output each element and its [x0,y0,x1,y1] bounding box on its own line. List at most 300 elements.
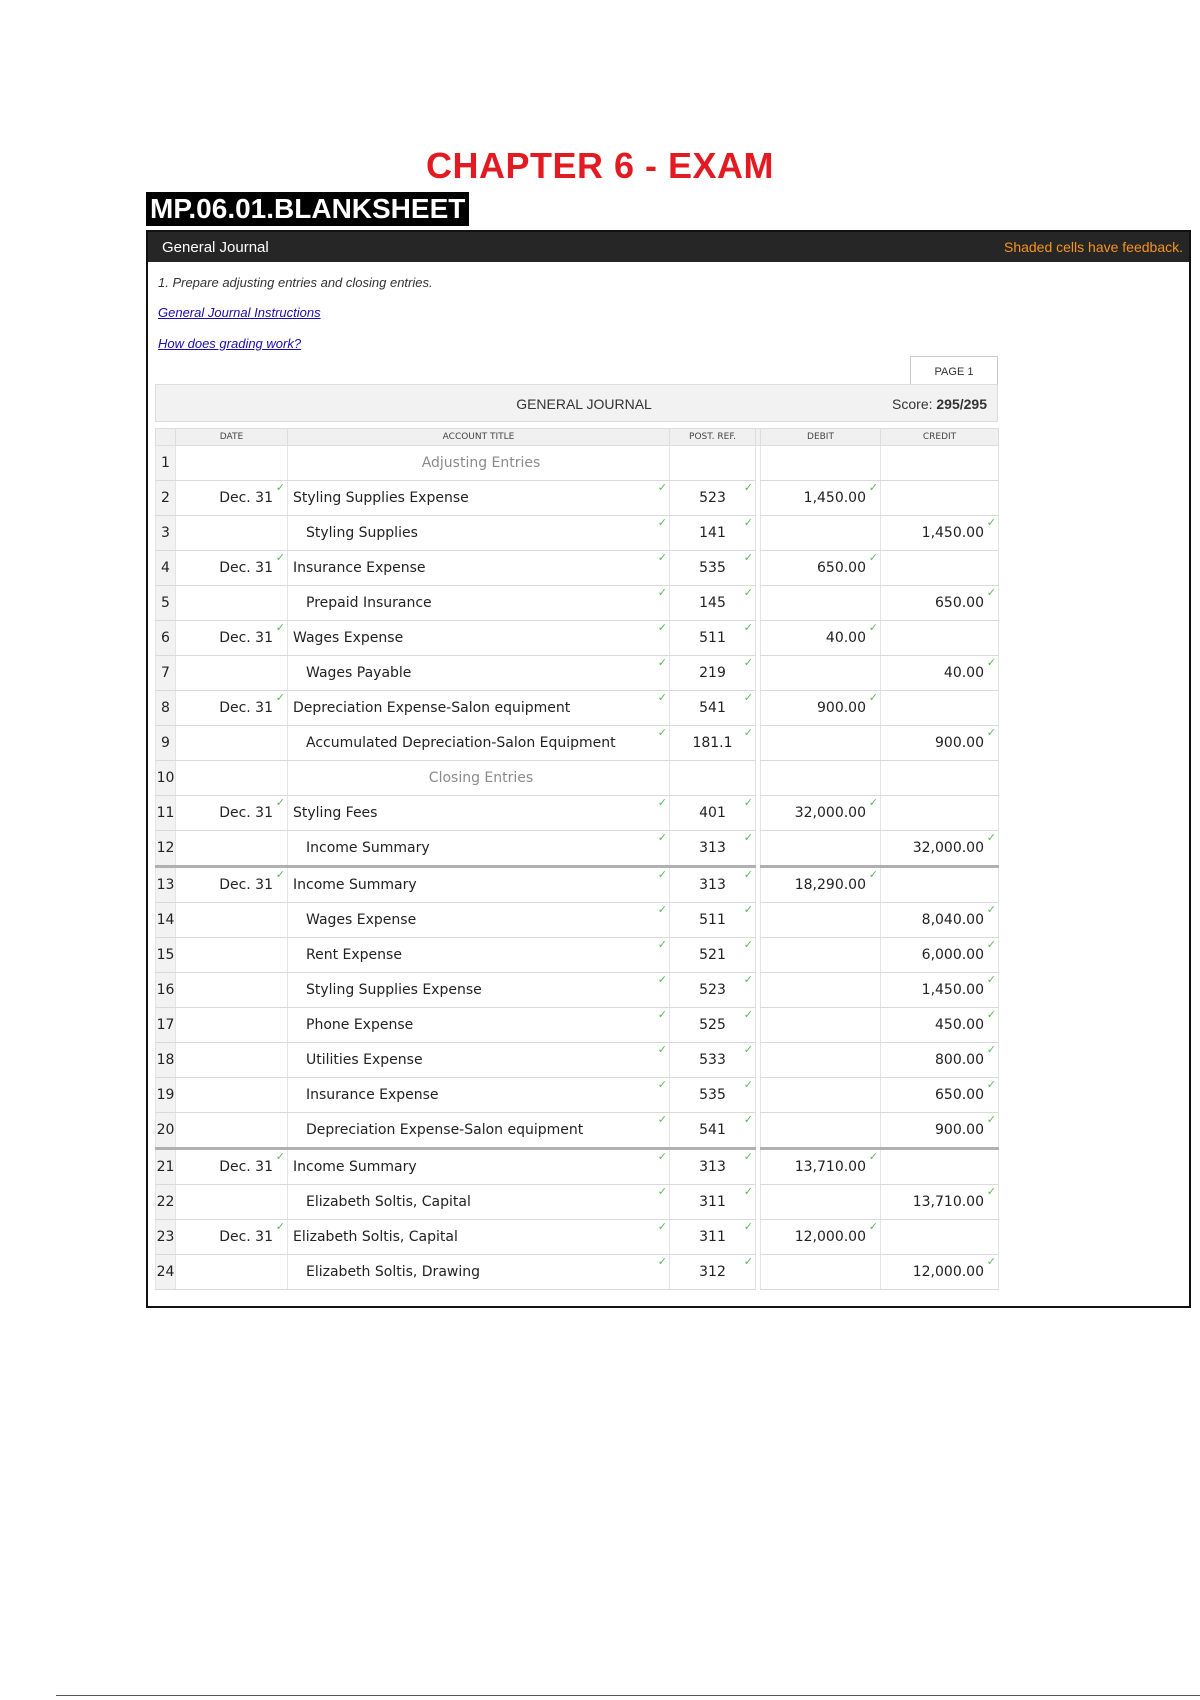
row-number-text: 23 [156,1229,175,1245]
account-title-cell[interactable] [288,516,670,551]
account-title-cell[interactable] [288,1113,670,1149]
credit-cell-text: 8,040.00 [921,912,984,928]
check-mark-icon: ✓ [657,1185,667,1198]
row-number-text: 20 [156,1122,175,1138]
account-title-cell[interactable] [288,621,670,656]
post-ref-cell-text: 312 [699,1264,726,1280]
date-cell[interactable] [176,867,288,903]
debit-cell[interactable] [761,1185,881,1220]
post-ref-cell[interactable] [670,691,756,726]
check-mark-icon: ✓ [986,586,996,599]
check-mark-icon: ✓ [657,551,667,564]
date-cell-text: Dec. 31 [219,805,273,821]
account-title-cell-text: Wages Expense [293,630,404,646]
check-mark-icon: ✓ [657,938,667,951]
date-cell[interactable] [176,938,288,973]
grading-help-link[interactable]: How does grading work? [158,336,302,351]
credit-cell-text: 13,710.00 [912,1194,984,1210]
credit-cell[interactable] [881,1149,999,1185]
date-cell[interactable] [176,1255,288,1290]
date-cell-text: Dec. 31 [219,700,273,716]
date-cell[interactable] [176,656,288,691]
debit-cell[interactable] [761,691,881,726]
row-number-text: 8 [161,700,170,716]
credit-cell[interactable] [881,481,999,516]
account-title-cell[interactable] [288,938,670,973]
check-mark-icon: ✓ [868,796,878,809]
row-number [156,446,176,481]
post-ref-cell-text: 525 [699,1017,726,1033]
row-number [156,621,176,656]
debit-cell[interactable] [761,973,881,1008]
check-mark-icon: ✓ [657,691,667,704]
credit-cell-text: 650.00 [935,1087,984,1103]
check-mark-icon: ✓ [743,656,753,669]
credit-cell[interactable] [881,1113,999,1149]
account-title-cell-text: Insurance Expense [306,1087,439,1103]
row-number [156,1008,176,1043]
check-mark-icon: ✓ [275,868,285,881]
journal-row [156,446,999,481]
check-mark-icon: ✓ [743,1185,753,1198]
post-ref-cell[interactable] [670,516,756,551]
date-cell[interactable] [176,903,288,938]
account-title-cell-text: Accumulated Depreciation-Salon Equipment [306,735,616,751]
date-cell[interactable] [176,1220,288,1255]
score-value: 295/295 [936,396,987,412]
check-mark-icon: ✓ [657,656,667,669]
account-title-cell[interactable] [288,903,670,938]
debit-cell[interactable] [761,867,881,903]
credit-cell[interactable] [881,938,999,973]
debit-cell-text: 650.00 [817,560,866,576]
check-mark-icon: ✓ [868,621,878,634]
debit-cell[interactable] [761,656,881,691]
journal-row [156,1078,999,1113]
check-mark-icon: ✓ [657,831,667,844]
account-title-cell[interactable] [288,867,670,903]
row-number-text: 5 [161,595,170,611]
check-mark-icon: ✓ [743,973,753,986]
post-ref-cell[interactable] [670,831,756,867]
row-number [156,1043,176,1078]
journal-table [155,428,999,1290]
post-ref-cell-text: 523 [699,490,726,506]
check-mark-icon: ✓ [275,621,285,634]
row-number [156,656,176,691]
debit-cell-text: 13,710.00 [794,1159,866,1175]
journal-row [156,586,999,621]
post-ref-cell[interactable] [670,796,756,831]
credit-cell-text: 800.00 [935,1052,984,1068]
credit-cell[interactable] [881,551,999,586]
credit-column-header: CREDIT [881,429,999,446]
post-ref-cell[interactable] [670,867,756,903]
post-ref-cell[interactable] [670,1149,756,1185]
row-number-text: 7 [161,665,170,681]
post-ref-cell[interactable] [670,903,756,938]
check-mark-icon: ✓ [275,1150,285,1163]
date-cell[interactable] [176,551,288,586]
check-mark-icon: ✓ [275,691,285,704]
post-ref-cell-text: 511 [699,630,726,646]
credit-cell[interactable] [881,1078,999,1113]
journal-row [156,1113,999,1149]
post-ref-cell-text: 511 [699,912,726,928]
post-ref-cell-text: 311 [699,1194,726,1210]
credit-cell-text: 40.00 [943,665,984,681]
post-ref-cell[interactable] [670,1008,756,1043]
date-cell[interactable] [176,621,288,656]
row-number [156,831,176,867]
check-mark-icon: ✓ [868,1220,878,1233]
credit-cell[interactable] [881,516,999,551]
date-cell[interactable] [176,726,288,761]
check-mark-icon: ✓ [743,868,753,881]
row-number-text: 12 [156,840,175,856]
debit-cell[interactable] [761,1220,881,1255]
post-ref-cell-text: 313 [699,1159,726,1175]
debit-cell[interactable] [761,1149,881,1185]
post-ref-cell[interactable] [670,446,756,481]
check-mark-icon: ✓ [986,831,996,844]
post-ref-cell[interactable] [670,621,756,656]
account-title-cell[interactable] [288,586,670,621]
check-mark-icon: ✓ [657,726,667,739]
post-ref-cell-text: 523 [699,982,726,998]
account-title-cell[interactable] [288,1185,670,1220]
account-title-cell[interactable] [288,1255,670,1290]
check-mark-icon: ✓ [986,726,996,739]
journal-row [156,1220,999,1255]
date-cell[interactable] [176,831,288,867]
account-title-cell-text: Styling Fees [293,805,378,821]
account-title-cell[interactable] [288,1149,670,1185]
post-ref-cell[interactable] [670,726,756,761]
account-column-header: ACCOUNT TITLE [288,429,670,446]
account-title-cell-text: Depreciation Expense-Salon equipment [306,1122,584,1138]
row-number-text: 22 [156,1194,175,1210]
account-title-cell-text: Styling Supplies Expense [306,982,482,998]
account-title-cell[interactable] [288,761,670,796]
account-title-cell[interactable] [288,1078,670,1113]
row-number [156,761,176,796]
debit-cell-text: 18,290.00 [794,877,866,893]
check-mark-icon: ✓ [986,1043,996,1056]
row-number-text: 1 [161,455,170,471]
check-mark-icon: ✓ [657,516,667,529]
post-ref-cell[interactable] [670,656,756,691]
debit-cell[interactable] [761,1043,881,1078]
debit-cell[interactable] [761,516,881,551]
credit-cell[interactable] [881,1220,999,1255]
credit-cell[interactable] [881,1008,999,1043]
account-title-cell-text: Insurance Expense [293,560,426,576]
check-mark-icon: ✓ [657,903,667,916]
post-ref-cell[interactable] [670,1185,756,1220]
row-number-text: 2 [161,490,170,506]
journal-row [156,656,999,691]
panel-header [148,232,1189,262]
debit-cell[interactable] [761,831,881,867]
post-ref-cell[interactable] [670,1043,756,1078]
account-title-cell-text: Income Summary [306,840,430,856]
journal-row [156,903,999,938]
check-mark-icon: ✓ [743,1113,753,1126]
check-mark-icon: ✓ [868,691,878,704]
post-ref-cell[interactable] [670,1113,756,1149]
post-ref-cell[interactable] [670,938,756,973]
check-mark-icon: ✓ [743,516,753,529]
check-mark-icon: ✓ [275,481,285,494]
journal-row [156,1043,999,1078]
debit-column-header: DEBIT [761,429,881,446]
post-ref-cell-text: 535 [699,560,726,576]
general-journal-panel [146,230,1191,1308]
post-ref-cell[interactable] [670,1220,756,1255]
page-footer-rule [56,1695,1200,1696]
account-title-cell[interactable] [288,726,670,761]
post-ref-cell-text: 541 [699,700,726,716]
check-mark-icon: ✓ [986,973,996,986]
check-mark-icon: ✓ [743,1008,753,1021]
journal-header [155,384,998,422]
credit-cell[interactable] [881,1185,999,1220]
account-title-cell-text: Phone Expense [306,1017,414,1033]
account-title-cell-text: Prepaid Insurance [306,595,432,611]
credit-cell[interactable] [881,761,999,796]
date-cell[interactable] [176,446,288,481]
feedback-note: Shaded cells have feedback. [1003,239,1183,255]
check-mark-icon: ✓ [743,551,753,564]
credit-cell[interactable] [881,1255,999,1290]
credit-cell[interactable] [881,1043,999,1078]
account-title-cell-text: Styling Supplies [306,525,418,541]
check-mark-icon: ✓ [986,1113,996,1126]
post-ref-cell[interactable] [670,586,756,621]
debit-cell-text: 32,000.00 [794,805,866,821]
post-ref-column-header: POST. REF. [670,429,756,446]
debit-cell[interactable] [761,621,881,656]
debit-cell[interactable] [761,1255,881,1290]
account-title-cell-text: Closing Entries [428,770,534,786]
account-title-cell[interactable] [288,1043,670,1078]
journal-title: GENERAL JOURNAL [516,396,652,412]
account-title-cell-text: Elizabeth Soltis, Capital [293,1229,458,1245]
account-title-cell-text: Depreciation Expense-Salon equipment [293,700,571,716]
credit-cell[interactable] [881,796,999,831]
account-title-cell[interactable] [288,831,670,867]
check-mark-icon: ✓ [743,903,753,916]
post-ref-cell[interactable] [670,761,756,796]
date-cell[interactable] [176,586,288,621]
credit-cell[interactable] [881,867,999,903]
journal-row [156,516,999,551]
journal-row [156,796,999,831]
check-mark-icon: ✓ [657,973,667,986]
credit-cell[interactable] [881,621,999,656]
row-number [156,938,176,973]
account-title-cell-text: Income Summary [293,1159,417,1175]
check-mark-icon: ✓ [986,516,996,529]
post-ref-cell-text: 145 [699,595,726,611]
account-title-cell[interactable] [288,796,670,831]
debit-cell-text: 12,000.00 [794,1229,866,1245]
row-number [156,1149,176,1185]
check-mark-icon: ✓ [743,831,753,844]
debit-cell[interactable] [761,551,881,586]
debit-cell[interactable] [761,1113,881,1149]
credit-cell[interactable] [881,973,999,1008]
date-cell[interactable] [176,1008,288,1043]
debit-cell[interactable] [761,903,881,938]
score-display [892,396,987,412]
date-cell[interactable] [176,691,288,726]
debit-cell-text: 40.00 [825,630,866,646]
row-number [156,586,176,621]
journal-row [156,691,999,726]
credit-cell-text: 1,450.00 [921,982,984,998]
post-ref-cell-text: 533 [699,1052,726,1068]
row-number-text: 24 [156,1264,175,1280]
check-mark-icon: ✓ [275,1220,285,1233]
date-cell[interactable] [176,973,288,1008]
check-mark-icon: ✓ [986,1078,996,1091]
debit-cell[interactable] [761,938,881,973]
journal-row [156,938,999,973]
check-mark-icon: ✓ [657,621,667,634]
journal-instructions-link[interactable]: General Journal Instructions [158,305,321,320]
date-cell[interactable] [176,1113,288,1149]
row-number [156,1113,176,1149]
post-ref-cell[interactable] [670,973,756,1008]
date-cell[interactable] [176,761,288,796]
debit-cell[interactable] [761,1078,881,1113]
page-tab[interactable]: PAGE 1 [910,356,998,385]
row-number [156,867,176,903]
date-cell[interactable] [176,1043,288,1078]
post-ref-cell-text: 535 [699,1087,726,1103]
post-ref-cell-text: 401 [699,805,726,821]
post-ref-cell-text: 313 [699,840,726,856]
row-number [156,903,176,938]
account-title-cell-text: Elizabeth Soltis, Capital [306,1194,471,1210]
post-ref-cell-text: 541 [699,1122,726,1138]
account-title-cell[interactable] [288,481,670,516]
row-number-text: 13 [156,877,175,893]
check-mark-icon: ✓ [743,621,753,634]
credit-cell-text: 1,450.00 [921,525,984,541]
date-cell[interactable] [176,516,288,551]
check-mark-icon: ✓ [743,726,753,739]
debit-cell[interactable] [761,446,881,481]
row-number [156,973,176,1008]
debit-cell[interactable] [761,481,881,516]
check-mark-icon: ✓ [657,586,667,599]
post-ref-cell-text: 313 [699,877,726,893]
table-header-row [156,429,999,446]
date-cell[interactable] [176,1149,288,1185]
check-mark-icon: ✓ [868,868,878,881]
credit-cell[interactable] [881,903,999,938]
check-mark-icon: ✓ [743,1255,753,1268]
row-number-text: 15 [156,947,175,963]
row-number-text: 6 [161,630,170,646]
date-cell[interactable] [176,1185,288,1220]
check-mark-icon: ✓ [743,691,753,704]
credit-cell-text: 900.00 [935,1122,984,1138]
date-cell-text: Dec. 31 [219,560,273,576]
credit-cell[interactable] [881,726,999,761]
date-cell-text: Dec. 31 [219,1159,273,1175]
credit-cell[interactable] [881,586,999,621]
credit-cell-text: 6,000.00 [921,947,984,963]
credit-cell[interactable] [881,831,999,867]
check-mark-icon: ✓ [743,586,753,599]
account-title-cell[interactable] [288,1220,670,1255]
row-number-text: 3 [161,525,170,541]
panel-title: General Journal [162,238,269,256]
account-title-cell[interactable] [288,551,670,586]
account-title-cell[interactable] [288,1008,670,1043]
debit-cell[interactable] [761,586,881,621]
account-title-cell-text: Income Summary [293,877,417,893]
check-mark-icon: ✓ [743,1078,753,1091]
row-number-text: 4 [161,560,170,576]
post-ref-cell[interactable] [670,1078,756,1113]
check-mark-icon: ✓ [743,1043,753,1056]
debit-cell[interactable] [761,1008,881,1043]
journal-row [156,621,999,656]
account-title-cell-text: Wages Payable [306,665,412,681]
date-cell[interactable] [176,796,288,831]
debit-cell[interactable] [761,796,881,831]
credit-cell[interactable] [881,656,999,691]
account-title-cell[interactable] [288,691,670,726]
check-mark-icon: ✓ [986,1255,996,1268]
date-cell[interactable] [176,481,288,516]
check-mark-icon: ✓ [657,796,667,809]
account-title-cell[interactable] [288,973,670,1008]
row-number [156,691,176,726]
journal-row [156,726,999,761]
post-ref-cell[interactable] [670,551,756,586]
debit-cell[interactable] [761,726,881,761]
post-ref-cell[interactable] [670,1255,756,1290]
post-ref-cell[interactable] [670,481,756,516]
journal-row [156,1008,999,1043]
check-mark-icon: ✓ [657,1150,667,1163]
account-title-cell[interactable] [288,656,670,691]
check-mark-icon: ✓ [743,1220,753,1233]
row-number [156,726,176,761]
post-ref-cell-text: 181.1 [692,735,733,751]
journal-row [156,1255,999,1290]
credit-cell[interactable] [881,446,999,481]
debit-cell[interactable] [761,761,881,796]
check-mark-icon: ✓ [986,1008,996,1021]
row-number-text: 16 [156,982,175,998]
date-cell-text: Dec. 31 [219,877,273,893]
date-column-header: DATE [176,429,288,446]
credit-cell-text: 12,000.00 [912,1264,984,1280]
post-ref-cell-text: 311 [699,1229,726,1245]
check-mark-icon: ✓ [743,796,753,809]
check-mark-icon: ✓ [657,1220,667,1233]
date-cell[interactable] [176,1078,288,1113]
credit-cell[interactable] [881,691,999,726]
account-title-cell[interactable] [288,446,670,481]
